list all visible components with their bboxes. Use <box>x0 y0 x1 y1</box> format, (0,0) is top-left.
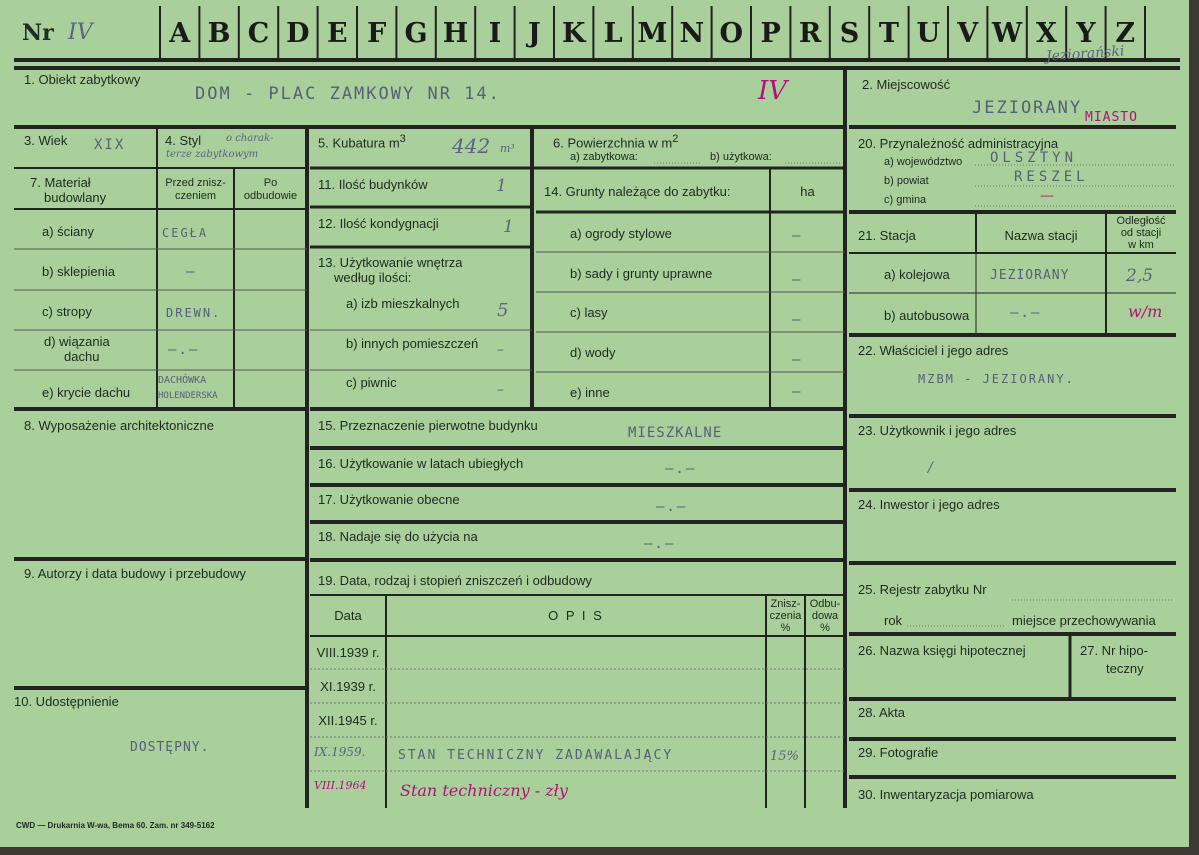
letter-y: Y <box>1076 18 1096 49</box>
printer-footer: CWD — Drukarnia W-wa, Bema 60. Zam. nr 349-5162 <box>16 821 215 830</box>
f19-entry1-desc: STAN TECHNICZNY ZADAWALAJĄCY <box>398 748 674 763</box>
letter-l: L <box>603 18 623 49</box>
f21-col-distance-b: od stacji <box>1120 227 1162 239</box>
f21-bus-distance: w/m <box>1128 302 1163 321</box>
f14-row-other-value: — <box>792 384 803 400</box>
f19-col-destruction-c: % <box>780 622 791 634</box>
f20-c: c) gmina <box>884 194 927 206</box>
nr-value: IV <box>68 20 93 45</box>
f19-entry1-pct: 15% <box>770 749 799 764</box>
f11-value: 1 <box>496 176 507 196</box>
f3-value: XIX <box>94 137 126 153</box>
letter-i: I <box>488 18 502 49</box>
f28-label: 28. Akta <box>858 705 905 720</box>
f14-row-forests: c) lasy <box>570 305 608 320</box>
f7-row-roofing-value-a: DACHÓWKA <box>158 375 207 386</box>
f14-row-orchards: b) sady i grunty uprawne <box>570 266 713 281</box>
letter-a: A <box>169 18 191 49</box>
f14-row-forests-value: — <box>792 312 803 328</box>
f7-col2-a: Po <box>263 177 278 189</box>
f22-value: MZBM - JEZIORANY. <box>918 372 1075 386</box>
f14-row-other: e) inne <box>570 385 610 400</box>
f4-value-a: o charak- <box>226 133 274 144</box>
f19-entry2-desc: Stan techniczny - zły <box>400 781 568 800</box>
f14-row-waters: d) wody <box>570 345 616 360</box>
f4-value-b: terze zabytkowym <box>166 149 259 160</box>
f6-label: 6. Powierzchnia w $m^2$ <box>553 133 679 151</box>
f8-label: 8. Wyposażenie architektoniczne <box>24 418 214 433</box>
f7-row-ceilings-value: DREWN. <box>166 306 222 320</box>
f21-bus: b) autobusowa <box>884 308 970 323</box>
f2-value: JEZIORANY <box>972 98 1083 118</box>
f13-c-value: – <box>497 382 504 398</box>
f7-row-walls: a) ściany <box>42 224 95 239</box>
letter-n: N <box>679 18 705 49</box>
f1-label: 1. Obiekt zabytkowy <box>24 72 141 87</box>
f12-value: 1 <box>503 217 514 237</box>
f9-label: 9. Autorzy i data budowy i przebudowy <box>24 566 246 581</box>
f7-row-roof-truss-value: —.— <box>168 342 200 358</box>
letter-t: T <box>878 18 899 49</box>
f19-col-destruction-b: czenia <box>769 610 802 622</box>
f7-row-vaults: b) sklepienia <box>42 264 115 279</box>
f13-c: c) piwnic <box>346 375 397 390</box>
f7-row-ceilings: c) stropy <box>42 304 92 319</box>
f27-label-b: teczny <box>1106 661 1144 676</box>
f7-col1-a: Przed znisz- <box>165 177 226 189</box>
letter-c: C <box>247 18 270 49</box>
letter-z: Z <box>1115 18 1136 49</box>
letter-r: R <box>798 18 822 49</box>
f13-b: b) innych pomieszczeń <box>346 336 479 351</box>
f14-unit: ha <box>800 184 815 199</box>
f21-label: 21. Stacja <box>858 228 916 243</box>
f21-col-distance-a: Odległość <box>1116 215 1166 227</box>
f20-a: a) województwo <box>884 156 963 168</box>
f7-col2-b: odbudowie <box>243 190 298 202</box>
letter-d: D <box>286 18 310 49</box>
f4-label: 4. Styl <box>165 133 202 148</box>
f20-a-value: OLSZTYN <box>990 150 1078 166</box>
f11-label: 11. Ilość budynków <box>318 177 428 192</box>
f7-col1-b: czeniem <box>175 190 216 202</box>
f20-b-value: RESZEL <box>1014 169 1089 185</box>
f15-value: MIESZKALNE <box>628 425 723 441</box>
f20-b: b) powiat <box>884 175 929 187</box>
f7-label-a: 7. Materiał <box>30 175 91 190</box>
f21-railway-name: JEZIORANY <box>990 268 1070 283</box>
f21-bus-name: —.— <box>1010 305 1042 321</box>
f22-label: 22. Właściciel i jego adres <box>858 343 1009 358</box>
letter-j: J <box>527 18 541 49</box>
f1-mark: IV <box>758 76 788 106</box>
letter-s: S <box>839 18 860 49</box>
f7-row-vaults-value: — <box>186 264 197 280</box>
f5-label: 5. Kubatura $m^3$ <box>318 133 406 151</box>
f25-year: rok <box>884 613 903 628</box>
f24-label: 24. Inwestor i jego adres <box>858 497 1000 512</box>
f12-label: 12. Ilość kondygnacji <box>318 216 439 231</box>
f13-label-a: 13. Użytkowanie wnętrza <box>318 255 463 270</box>
f25-label: 25. Rejestr zabytku Nr <box>858 582 987 597</box>
f5-unit: m³ <box>500 142 515 155</box>
f5-value: 442 <box>452 134 491 158</box>
letter-f: F <box>367 18 387 49</box>
letter-m: M <box>637 18 668 49</box>
f7-row-roofing-value-b: HOLENDERSKA <box>158 391 218 401</box>
f20-c-value: — <box>1040 188 1054 204</box>
f7-label-b: budowlany <box>44 190 107 205</box>
f10-value: DOSTĘPNY. <box>130 740 210 755</box>
letter-h: H <box>442 18 469 49</box>
f18-value: —.— <box>644 536 676 552</box>
corner-note: Jeziorański <box>1045 43 1125 65</box>
f19-entry1-date: IX.1959. <box>314 745 366 759</box>
f13-a: a) izb mieszkalnych <box>346 296 460 311</box>
letter-u: U <box>916 18 941 49</box>
f13-b-value: – <box>497 342 504 358</box>
f18-label: 18. Nadaje się do użycia na <box>318 529 478 544</box>
letter-w: W <box>991 18 1023 49</box>
f23-value: / <box>928 460 933 476</box>
f21-col-name: Nazwa stacji <box>1004 228 1078 243</box>
f26-label: 26. Nazwa księgi hipotecznej <box>858 643 1026 658</box>
alphabet-index <box>160 8 1145 58</box>
f6-b: b) użytkowa: <box>710 151 772 163</box>
letter-p: P <box>760 18 781 49</box>
f20-label: 20. Przynależność administracyjna <box>858 136 1059 151</box>
letter-b: B <box>207 18 231 49</box>
f27-label-a: 27. Nr hipo- <box>1080 643 1148 658</box>
letter-k: K <box>561 18 586 49</box>
f17-value: —.— <box>656 499 688 515</box>
f19-col-desc: O P I S <box>548 608 604 623</box>
f21-railway: a) kolejowa <box>884 267 950 282</box>
f21-col-distance-c: w km <box>1128 239 1154 251</box>
letter-g: G <box>404 18 428 49</box>
f19-col-rebuild-c: % <box>820 622 830 634</box>
f6-a: a) zabytkowa: <box>570 151 638 163</box>
f19-label: 19. Data, rodzaj i stopień zniszczeń i odbudowy <box>318 573 592 588</box>
f19-col-rebuild-a: Odbu- <box>809 598 841 610</box>
f19-date-3: XII.1945 r. <box>318 713 378 728</box>
f19-entry2-date: VIII.1964 <box>314 779 367 792</box>
f7-row-roof-truss-a: d) wiązania <box>44 334 110 349</box>
f19-col-date: Data <box>334 608 362 623</box>
f29-label: 29. Fotografie <box>858 745 939 760</box>
f14-row-gardens: a) ogrody stylowe <box>570 226 672 241</box>
letter-v: V <box>957 18 979 49</box>
f3-label: 3. Wiek <box>24 133 68 148</box>
f19-col-rebuild-b: dowa <box>811 610 839 622</box>
f2-label: 2. Miejscowość <box>862 77 951 92</box>
f16-value: —.— <box>665 461 697 477</box>
f13-a-value: 5 <box>497 300 509 321</box>
nr-label: Nr <box>22 20 54 46</box>
f21-railway-distance: 2,5 <box>1126 266 1154 286</box>
letter-x: X <box>1036 18 1057 49</box>
letter-o: O <box>719 18 744 49</box>
f19-col-destruction-a: Znisz- <box>770 598 801 610</box>
f19-date-2: XI.1939 r. <box>320 679 376 694</box>
f23-label: 23. Użytkownik i jego adres <box>858 423 1017 438</box>
f19-date-1: VIII.1939 r. <box>316 645 380 660</box>
f10-label: 10. Udostępnienie <box>14 694 119 709</box>
f14-label: 14. Grunty należące do zabytku: <box>544 184 731 199</box>
f1-value: DOM - PLAC ZAMKOWY NR 14. <box>195 84 501 104</box>
f16-label: 16. Użytkowanie w latach ubiegłych <box>318 456 524 471</box>
f14-row-orchards-value: — <box>792 272 803 288</box>
f17-label: 17. Użytkowanie obecne <box>318 492 460 507</box>
f7-row-roof-truss-b: dachu <box>64 349 100 364</box>
f7-row-walls-value: CEGŁA <box>162 226 209 240</box>
f14-row-waters-value: — <box>792 352 803 368</box>
f13-label-b: według ilości: <box>334 270 412 285</box>
f2-note: MIASTO <box>1085 110 1138 125</box>
f7-row-roofing: e) krycie dachu <box>42 385 131 400</box>
f14-row-gardens-value: — <box>792 228 803 244</box>
f15-label: 15. Przeznaczenie pierwotne budynku <box>318 418 538 433</box>
f25-storage-place: miejsce przechowywania <box>1012 613 1156 628</box>
f30-label: 30. Inwentaryzacja pomiarowa <box>858 787 1034 802</box>
letter-e: E <box>326 18 348 49</box>
